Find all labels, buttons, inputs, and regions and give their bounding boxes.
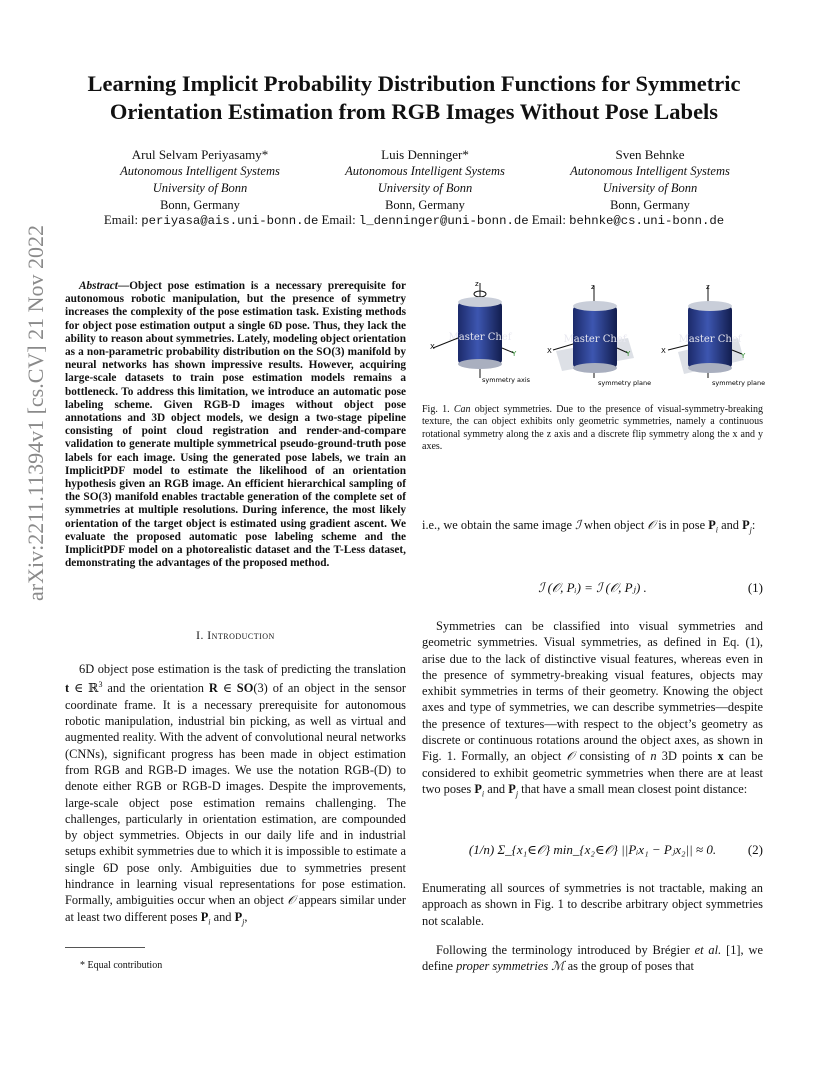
email-address[interactable]: l_denninger@uni-bonn.de	[358, 214, 529, 228]
body-text: 3D points	[656, 749, 718, 764]
axis-label-z: z	[706, 283, 710, 291]
figure-caption-axis: symmetry axis	[482, 376, 531, 384]
caption-lead: Fig. 1.	[422, 404, 450, 415]
footnote: * Equal contribution	[80, 960, 163, 971]
equation-text: ℐ (𝒪, Pᵢ) = ℐ (𝒪, Pⱼ) .	[538, 580, 647, 595]
body-text: as the group of poses that	[564, 959, 694, 974]
email-label: Email:	[531, 213, 566, 227]
email-label: Email:	[103, 213, 139, 227]
intro-text: 6D object pose estimation is the task of predicting the translation	[79, 662, 406, 676]
intro-text: appears similar under at least two different poses	[65, 893, 406, 924]
can-symmetry-plane-1	[547, 283, 651, 387]
author-univ: University of Bonn	[602, 181, 698, 195]
author-block-3	[535, 146, 765, 214]
figure-caption	[422, 404, 763, 454]
can-symmetry-axis	[430, 280, 531, 384]
body-text: [1], we define	[422, 943, 763, 974]
body-text: when object	[580, 518, 648, 532]
body-text: proper symmetries	[456, 959, 549, 974]
intro-paragraph: 6D object pose estimation is the task of predicting the translation t ∈ ℝ$^3$ and the orientation R ∈ SO(3) of an object in the sensor coordinate frame. It is a necessary prerequisite for autonomous robotic manipulation, industrial bin picking, as well as virtual and augmented reality. With the advent of convolutional neural networks (CNNs), significant progress has been made in object estimation from RGB and RGB-D images. We use the notation RGB-(D) to denote either RGB or RGB-D images. Despite the improvements, large-scale object pose estimation remains challenging. The challenges, particularly in orientation estimation, are compounded by object symmetries. Objects in our daily life and in industrial setups exhibit symmetries due to which it is impossible to estimate a single 6D pose only. Ambiguities due to symmetries present hindrance in learning visual representations for pose estimation. Formally, ambiguities occur when an object 𝒪 appears similar under at least two different poses $P_i$ and $P_j$,	[65, 662, 406, 927]
arxiv-stamp[interactable]: arXiv:2211.11394v1 [cs.CV] 21 Nov 2022	[23, 225, 48, 601]
author-name: Sven Behnke	[615, 147, 685, 162]
equation-number: (2)	[747, 842, 763, 857]
author-name: Luis Denninger*	[381, 147, 469, 162]
right-paragraph-2: Symmetries can be classified into visual symmetries and geometric symmetries. Visual symmetries, as defined in Eq. (1), arise due to the lack of distinctive visual features, whereas even in the presence of symmetry-breaking visual features, objects may exhibit symmetries in terms of their geometry. Knowing the object axes and type of symmetries, we can describe symmetries—despite the presence of textures—with respect to the object’s geometry as discrete or continuous rotations around the object axes, as shown in Fig. 1. Formally, an object 𝒪 consisting of n 3D points x can be considered to exhibit geometric symmetries when there are at least two poses $P_i$ and $P_j$ that have a small mean closest point distance:	[422, 619, 763, 799]
author-lab: Autonomous Intelligent Systems	[120, 164, 280, 178]
right-paragraph-1: i.e., we obtain the same image ℐ when object 𝒪 is in pose $P_i$ and $P_j$:	[422, 518, 756, 535]
author-place: Bonn, Germany	[610, 198, 690, 212]
author-name: Arul Selvam Periyasamy*	[131, 147, 269, 162]
body-text: et al.	[694, 943, 722, 957]
author-block-1	[85, 146, 315, 214]
intro-text: and the orientation	[102, 681, 209, 696]
author-block-2	[310, 146, 540, 214]
footnote-rule	[65, 947, 145, 948]
can-label: Master Chef	[448, 332, 512, 343]
email-address[interactable]: periyasa@ais.uni-bonn.de	[141, 214, 319, 228]
right-paragraph-3: Enumerating all sources of symmetries is not tractable, making an approach as shown in Fig. 1 to describe arbitrary object symmetries not scalable.	[422, 881, 763, 928]
abstract	[65, 280, 406, 570]
email-address[interactable]: behnke@cs.uni-bonn.de	[569, 214, 725, 228]
axis-label-x: X	[661, 347, 666, 355]
equation-2	[422, 842, 763, 858]
caption-can: Can	[453, 404, 471, 415]
figure-1	[428, 278, 770, 393]
equation-number: (1)	[747, 580, 763, 595]
axis-label-z: z	[591, 283, 595, 291]
axis-label-y: Y	[741, 352, 746, 360]
can-label: Master Chef	[678, 334, 742, 345]
body-text: i.e., we obtain the same image	[422, 518, 576, 532]
body-text: Symmetries can be classified into visual symmetries and geometric symmetries. Visual symmetries, as defined in Eq. (1), arise due to the lack of distinctive visual features, whereas even in the presence of symmetry-breaking visual features, objects may exhibit symmetries in terms of their geometry. Knowing the object axes and type of symmetries, we can describe symmetries—despite the presence of textures—with respect to the object’s geometry as discrete or continuous rotations around the object axes, as shown in Fig. 1. Formally, an object	[422, 619, 763, 764]
abstract-lead: Abstract	[79, 280, 118, 292]
figure-caption-plane: symmetry plane	[598, 379, 652, 387]
email-label: Email:	[321, 213, 356, 227]
can-symmetry-plane-2	[661, 283, 765, 387]
email-line	[0, 213, 828, 228]
caption-text: object symmetries. Due to the presence of visual-symmetry-breaking texture, the can object exhibits only geometric symmetries, namely a continuous rotational symmetry along the z axis and a discrete flip symmetry along the x and y axes.	[422, 404, 764, 453]
equation-1	[422, 580, 763, 596]
author-place: Bonn, Germany	[160, 198, 240, 212]
axis-label-x: X	[547, 347, 552, 355]
axis-label-x: X	[430, 343, 435, 351]
abstract-text: —Object pose estimation is a necessary prerequisite for autonomous robotic manipulation, but the presence of symmetry increases the complexity of the pose estimation task. Existing methods for object pose estimation output a single 6D pose. Thus, they lack the ability to reason about symmetries. Lately, modeling object orientation as a non-parametric probability distribution on the SO(3) manifold by neural networks has shown impressive results. However, acquiring large-scale datasets to train pose estimation models remains a bottleneck. To address this limitation, we introduce an automatic pose labeling scheme. Given RGB-D images without object pose annotations and 3D object models, we design a two-stage pipeline consisting of point cloud registration and render-and-compare validation to generate multiple symmetrical pseudo-ground-truth pose labels for each image. Using the generated pose labels, we train an ImplicitPDF model to estimate the likelihood of an orientation hypothesis given an RGB image. An efficient hierarchical sampling of the SO(3) manifold enables tractable generation of the complete set of symmetries at multiple resolutions. During inference, the most likely orientation of the target object is estimated using gradient ascent. We evaluate the proposed automatic pose labeling scheme and the ImplicitPDF model on a photorealistic dataset and the T-Less dataset, demonstrating the advantages of the proposed method.	[65, 280, 406, 570]
body-text: Following the terminology introduced by Brégier	[436, 943, 695, 957]
author-lab: Autonomous Intelligent Systems	[345, 164, 505, 178]
paper-title: Learning Implicit Probability Distribution Functions for Symmetric Orientation Estimation from RGB Images Without Pose Labels	[87, 71, 741, 124]
author-univ: University of Bonn	[152, 181, 248, 195]
body-text: that have a small mean closest point distance:	[518, 781, 748, 796]
axis-label-z: z	[475, 280, 479, 288]
intro-text: of an object in the sensor coordinate frame. It is a necessary prerequisite for autonomous robotic manipulation, industrial bin picking, as well as virtual and augmented reality. With the advent of convolutional neural networks (CNNs), significant progress has been made in object estimation from RGB and RGB-D images. We use the notation RGB-(D) to denote either RGB or RGB-D images. Despite the improvements, large-scale object pose estimation remains challenging. The challenges, particularly in orientation estimation, are compounded by object symmetries. Objects in our daily life and in industrial setups exhibit symmetries due to which it is impossible to estimate a single 6D pose only. Ambiguities due to symmetries present hindrance in learning visual representations for pose estimation. Formally, ambiguities occur when an object	[65, 681, 406, 908]
axis-label-y: Y	[512, 350, 517, 358]
body-text: is in pose	[655, 518, 709, 532]
axis-label-y: Y	[626, 350, 631, 358]
can-label: Master Chef	[563, 334, 627, 345]
body-text: consisting of	[574, 749, 651, 764]
figure-caption-plane: symmetry plane	[712, 379, 766, 387]
section-heading: I. Introduction	[196, 630, 275, 642]
body-text: can be considered to exhibit geometric symmetries when there are at least two poses	[422, 749, 763, 796]
author-lab: Autonomous Intelligent Systems	[570, 164, 730, 178]
author-place: Bonn, Germany	[385, 198, 465, 212]
equation-text: (1/n) Σ_{x₁∈𝒪} min_{x₂∈𝒪} ||Pᵢx₁ − Pⱼx₂|| ≈ 0.	[468, 842, 717, 857]
right-paragraph-4: Following the terminology introduced by Brégier et al. [1], we define proper symmetries ℳ as the group of poses that	[422, 943, 763, 974]
author-univ: University of Bonn	[377, 181, 473, 195]
